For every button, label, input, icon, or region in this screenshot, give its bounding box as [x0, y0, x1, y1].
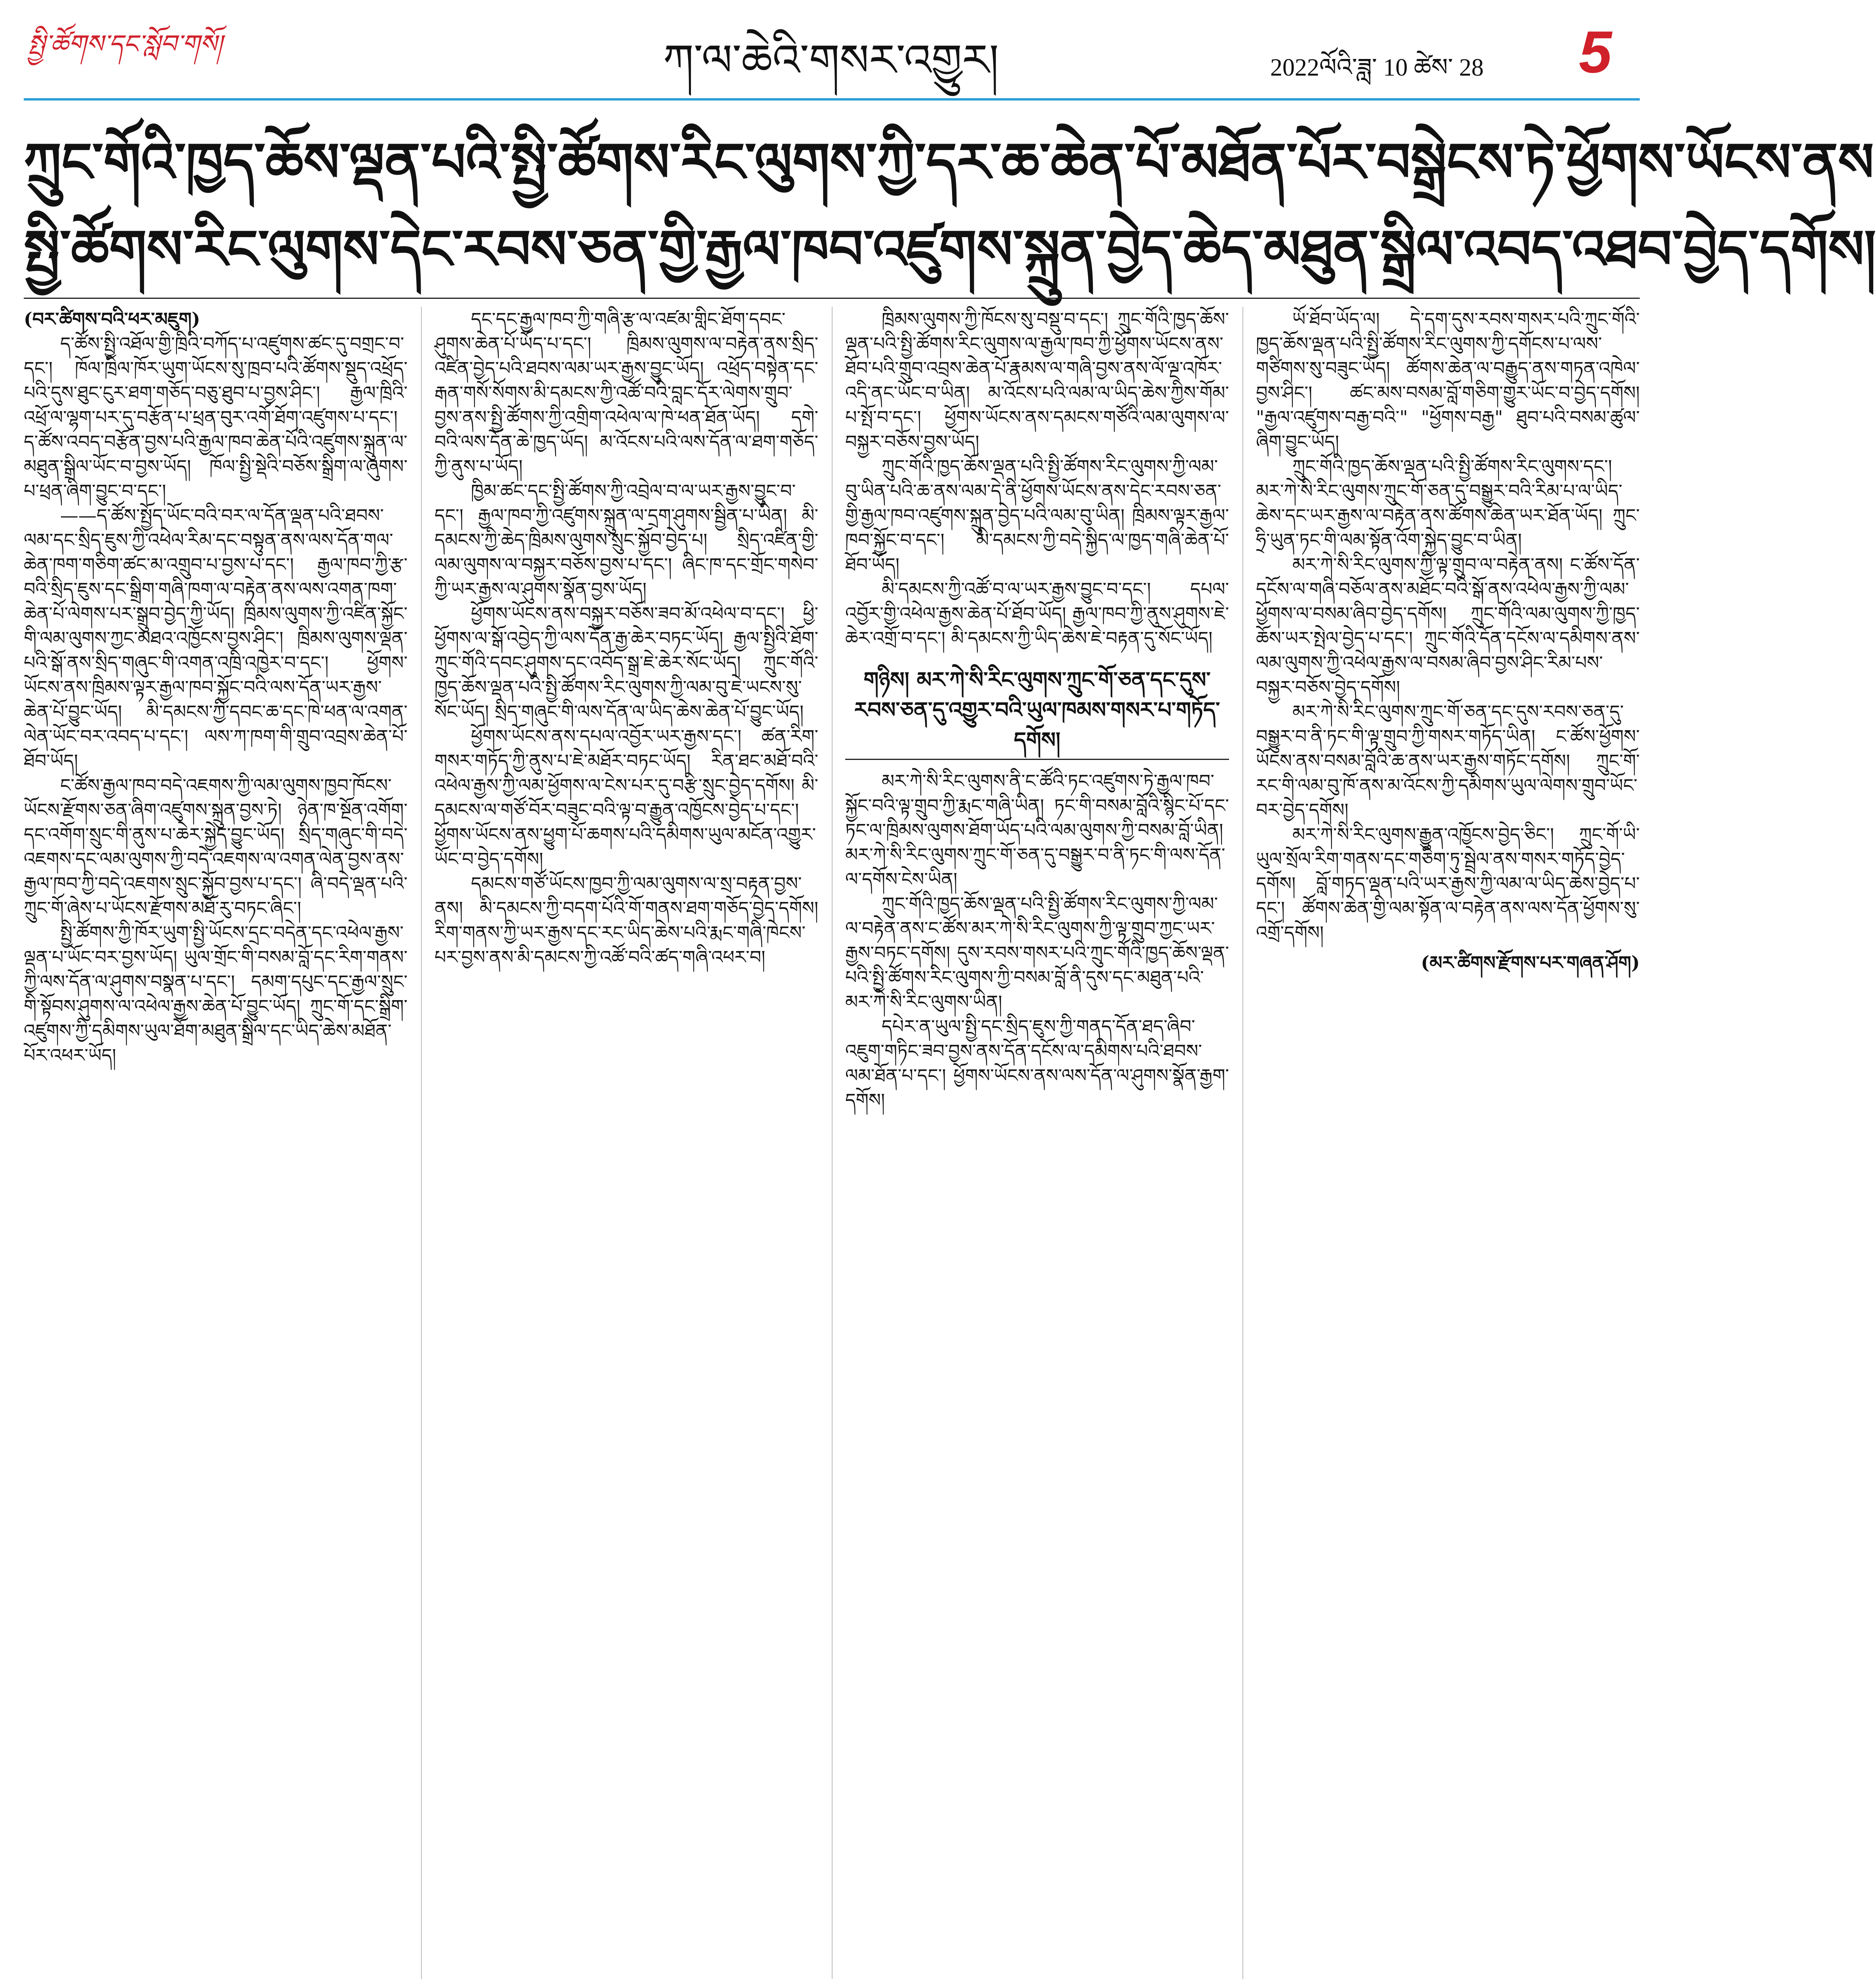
- column-divider: [421, 307, 422, 1979]
- article-signoff: (མར་ཚིགས་རྫོགས་པར་གཞན་ཤོག): [1421, 952, 1640, 973]
- paragraph: ཕྱོགས་ཡོངས་ནས་དཔལ་འབྱོར་ཡར་རྒྱས་དང་། ཚན་རིག་གསར་གཏོད་ཀྱི་ནུས་པ་ཇེ་མཐོར་བཏང་ཡོད། རིན་ཐང་མཐོ་བའི་འཕེལ་རྒྱས་ཀྱི་ལམ་ཕྱོགས་ལ་ངེས་པར་དུ་བརྩི་སྲུང་བྱེད་དགོས། མི་དམངས་ལ་གཙོ་བོར་བཟུང་བའི་ལྟ་བ་རྒྱུན་འཁྱོངས་བྱེད་པ་དང་། ཕྱོགས་ཡོངས་ནས་ཕྱུག་པོ་ཆགས་པའི་དམིགས་ཡུལ་མངོན་འགྱུར་ཡོང་བ་བྱེད་དགོས།: [434, 726, 818, 870]
- paragraph: ཁྲིམས་ལུགས་ཀྱི་ཁོངས་སུ་བསྡུ་བ་དང་། ཀྲུང་གོའི་ཁྱད་ཆོས་ལྡན་པའི་སྤྱི་ཚོགས་རིང་ལུགས་ལ་རྒྱལ་ཁབ་ཀྱི་ཕྱོགས་ཡོངས་ནས་ཐོབ་པའི་གྲུབ་འབྲས་ཆེན་པོ་རྣམས་ལ་གཞི་བྱས་ནས་ལོ་ལྔ་འཁོར་འདི་ནང་ཡོང་བ་ཡིན། མ་འོངས་པའི་ལམ་ལ་ཡིད་ཆེས་ཀྱིས་གོམ་པ་སྤོ་བ་དང་། ཕྱོགས་ཡོངས་ནས་དམངས་གཙོའི་ལམ་ལུགས་ལ་བསྐྱར་བཅོས་བྱས་ཡོད།: [845, 308, 1229, 452]
- section-subheading: གཉིས། མར་ཀེ་སི་རིང་ལུགས་ཀྲུང་གོ་ཅན་དང་དུས་རབས་ཅན་དུ་འགྱུར་བའི་ཡུལ་ཁམས་གསར་པ་གཏོད་དགོས།: [845, 661, 1229, 760]
- section-label: སྤྱི་ཚོགས་དང་སློབ་གསོ།: [28, 30, 222, 59]
- column-4: [1256, 307, 1640, 1979]
- paragraph: མར་ཀེ་སི་རིང་ལུགས་རྒྱུན་འཁྱོངས་བྱེད་ཅིང་། ཀྲུང་གོ་ཡི་ཡུལ་སྲོལ་རིག་གནས་དང་གཅིག་ཏུ་སྦྲེལ་ནས་གསར་གཏོད་བྱེད་དགོས། བློ་གཏད་ལྡན་པའི་ཡར་རྒྱས་ཀྱི་ལམ་ལ་ཡིད་ཆེས་བྱེད་པ་དང་། ཚོགས་ཆེན་གྱི་ལམ་སྟོན་ལ་བརྟེན་ནས་ལས་དོན་ཕྱོགས་སུ་འགྲོ་དགོས།: [1256, 824, 1640, 943]
- column-divider: [1242, 307, 1243, 1979]
- paragraph: ང་ཚོས་རྒྱལ་ཁབ་བདེ་འཇགས་ཀྱི་ལམ་ལུགས་ཁྱབ་ཁོངས་ཡོངས་རྫོགས་ཅན་ཞིག་འཛུགས་སྐྲུན་བྱས་ཏེ། ཉེན་ཁ་སྔོན་འགོག་དང་འགོག་སྲུང་གི་ནུས་པ་ཆེར་སྐྱེད་བྱུང་ཡོད། སྲིད་གཞུང་གི་བདེ་འཇགས་དང་ལམ་ལུགས་ཀྱི་བདེ་འཇགས་ལ་འགན་ལེན་བྱས་ནས་རྒྱལ་ཁབ་ཀྱི་བདེ་འཇགས་སྲུང་སྐྱོབ་བྱས་པ་དང་། ཞི་བདེ་ལྡན་པའི་ཀྲུང་གོ་ཞེས་པ་ཡོངས་རྫོགས་མཐོ་རུ་བཏང་ཞིང་།: [24, 775, 408, 919]
- article-byline: (བར་ཚིགས་བའི་ཕར་མཇུག): [24, 308, 200, 330]
- paragraph: ཁྱིམ་ཚང་དང་སྤྱི་ཚོགས་ཀྱི་འབྲེལ་བ་ལ་ཡར་རྒྱས་བྱུང་བ་དང་། རྒྱལ་ཁབ་ཀྱི་འཛུགས་སྐྲུན་ལ་དྲག་ཤུགས་སྦྱིན་པ་ཡིན། མི་དམངས་ཀྱི་ཆེད་ཁྲིམས་ལུགས་སྲུང་སྐྱོབ་བྱེད་པ། སྲིད་འཛིན་གྱི་ལམ་ལུགས་ལ་བསྐྱར་བཅོས་བྱས་པ་དང་། ཞིང་ཁ་དང་གྲོང་གསེབ་ཀྱི་ཡར་རྒྱས་ལ་ཤུགས་སྣོན་བྱས་ཡོད།: [434, 480, 818, 600]
- newspaper-title: ཀ་ལ་ཆེའི་གསར་འགྱུར།: [663, 35, 999, 85]
- column-2: [434, 307, 818, 1979]
- paragraph: མར་ཀེ་སི་རིང་ལུགས་ཀྲུང་གོ་ཅན་དང་དུས་རབས་ཅན་དུ་བསྒྱུར་བ་ནི་ཏང་གི་ལྟ་གྲུབ་ཀྱི་གསར་གཏོད་ཡིན། ང་ཚོས་ཕྱོགས་ཡོངས་ནས་བསམ་བློའི་ཆ་ནས་ཡར་རྒྱས་གཏོང་དགོས། ཀྲུང་གོ་རང་གི་ལམ་བུ་ཁོ་ནས་མ་འོངས་ཀྱི་དམིགས་ཡུལ་ལེགས་གྲུབ་ཡོང་བར་བྱེད་དགོས།: [1256, 701, 1640, 820]
- paragraph: སྤྱི་ཚོགས་ཀྱི་ཁོར་ཡུག་སྤྱི་ཡོངས་དྲང་བདེན་དང་འཕེལ་རྒྱས་ལྡན་པ་ཡོང་བར་བྱས་ཡོད། ཡུལ་གྲོང་གི་བསམ་བློ་དང་རིག་གནས་ཀྱི་ལས་དོན་ལ་ཤུགས་བསྣན་པ་དང་། དམག་དཔུང་དང་རྒྱལ་སྲུང་གི་སྟོབས་ཤུགས་ལ་འཕེལ་རྒྱས་ཆེན་པོ་བྱུང་ཡོད། ཀྲུང་གོ་དང་སྒྲིག་འཛུགས་ཀྱི་དམིགས་ཡུལ་ཐོག་མཐུན་སྒྲིལ་དང་ཡིད་ཆེས་མཐོན་པོར་འཕར་ཡོད།: [24, 922, 408, 1066]
- paragraph: མི་དམངས་ཀྱི་འཚོ་བ་ལ་ཡར་རྒྱས་བྱུང་བ་དང་། དཔལ་འབྱོར་གྱི་འཕེལ་རྒྱས་ཆེན་པོ་ཐོབ་ཡོད། རྒྱལ་ཁབ་ཀྱི་ནུས་ཤུགས་ཇེ་ཆེར་འགྲོ་བ་དང་། མི་དམངས་ཀྱི་ཡིད་ཆེས་ཇེ་བརྟན་དུ་སོང་ཡོད།: [845, 578, 1229, 649]
- headline-line-2: སྤྱི་ཚོགས་རིང་ལུགས་དེང་རབས་ཅན་གྱི་རྒྱལ་ཁབ་འཛུགས་སྐྲུན་བྱེད་ཆེད་མཐུན་སྒྲིལ་འབད་འཐབ་བྱེད་དགོས།: [24, 218, 1876, 281]
- page-number: 5: [1579, 19, 1612, 85]
- column-divider: [832, 307, 833, 1979]
- paragraph: དཔེར་ན་ཡུལ་སྤྱི་དང་སྲིད་ཇུས་ཀྱི་གནད་དོན་ཐད་ཞིབ་འཇུག་གཏིང་ཟབ་བྱས་ནས་དོན་དངོས་ལ་དམིགས་པའི་ཐབས་ལམ་ཐོན་པ་དང་། ཕྱོགས་ཡོངས་ནས་ལས་དོན་ལ་ཤུགས་སྣོན་རྒྱག་དགོས།: [845, 1016, 1229, 1111]
- paragraph: ——ད་ཚོས་སྤྱོད་ཡོང་བའི་བར་ལ་དོན་ལྡན་པའི་ཐབས་ལམ་དང་སྲིད་ཇུས་ཀྱི་འཕེལ་རིམ་དང་བསྟུན་ནས་ལས་དོན་གལ་ཆེན་ཁག་གཅིག་ཚང་མ་འགྲུབ་པ་བྱས་པ་དང་། རྒྱལ་ཁབ་ཀྱི་རྩ་བའི་སྲིད་ཇུས་དང་སྒྲིག་གཞི་ཁག་ལ་བརྟེན་ནས་ལས་འགན་ཁག་ཆེན་པོ་ལེགས་པར་སྒྲུབ་བྱེད་ཀྱི་ཡོད། ཁྲིམས་ལུགས་ཀྱི་འཛིན་སྐྱོང་གི་ལམ་ལུགས་ཀྱང་མཐའ་འཁྱོངས་བྱས་ཤིང་། ཁྲིམས་ལུགས་ལྡན་པའི་སྒོ་ནས་སྲིད་གཞུང་གི་འགན་འཁྲི་འཁྱེར་བ་དང་། ཕྱོགས་ཡོངས་ནས་ཁྲིམས་ལྟར་རྒྱལ་ཁབ་སྐྱོང་བའི་ལས་དོན་ཡར་རྒྱས་ཆེན་པོ་བྱུང་ཡོད། མི་དམངས་ཀྱི་དབང་ཆ་དང་ཁེ་ཕན་ལ་འགན་ལེན་ཡོང་བར་འབད་པ་དང་། ལས་ཀ་ཁག་གི་གྲུབ་འབྲས་ཆེན་པོ་ཐོབ་ཡོད།: [24, 505, 408, 771]
- article-body: [24, 307, 1640, 1979]
- paragraph: ཕྱོགས་ཡོངས་ནས་བསྐྱར་བཅོས་ཟབ་མོ་འཕེལ་བ་དང་། ཕྱི་ཕྱོགས་ལ་སྒོ་འབྱེད་ཀྱི་ལས་དོན་རྒྱ་ཆེར་བཏང་ཡོད། རྒྱལ་སྤྱིའི་ཐོག་ཀྲུང་གོའི་དབང་ཤུགས་དང་འབོད་སྒྲ་ཇེ་ཆེར་སོང་ཡོད། ཀྲུང་གོའི་ཁྱད་ཆོས་ལྡན་པའི་སྤྱི་ཚོགས་རིང་ལུགས་ཀྱི་ལམ་བུ་ཇེ་ཡངས་སུ་སོང་ཡོད། སྲིད་གཞུང་གི་ལས་དོན་ལ་ཡིད་ཆེས་ཆེན་པོ་བྱུང་ཡོད།: [434, 603, 818, 722]
- paragraph: ད་ཚོས་སྤྱི་འཐོལ་གྱི་ཁྲིའི་བཀོད་པ་འཛུགས་ཚང་དུ་བགྲང་བ་དང་། ཁོལ་ཁྲིལ་ཁོར་ཡུག་ཡོངས་སུ་ཁྲབ་པའི་ཚོགས་སྡུད་འཕྲོད་པའི་དུས་ཐུང་ངུར་ཐག་གཅོད་བཅུ་ཐུབ་པ་བྱས་ཤིང་། རྒྱལ་ཁྲིའི་འཕྲོ་ལ་ལྷག་པར་དུ་བརྩོན་པ་ཕྲན་བུར་འགོ་ཐོག་འཛུགས་པ་དང་། ད་ཚོས་འབད་བརྩོན་བྱས་པའི་རྒྱལ་ཁབ་ཆེན་པོའི་འཛུགས་སྐྲུན་ལ་མཐུན་སྒྲིལ་ཡོང་བ་བྱས་ཡོད། ཁོལ་སྤྱི་སྡེའི་བཅོས་སྒྲིག་ལ་ཞུགས་པ་ཕྲན་ཞིག་བྱུང་བ་དང་།: [24, 333, 408, 501]
- column-3: [845, 307, 1229, 1979]
- masthead: [0, 0, 1664, 99]
- paragraph: ཀྲུང་གོའི་ཁྱད་ཆོས་ལྡན་པའི་སྤྱི་ཚོགས་རིང་ལུགས་ཀྱི་ལམ་ལ་བརྟེན་ནས་ང་ཚོས་མར་ཀེ་སི་རིང་ལུགས་ཀྱི་ལྟ་གྲུབ་ཀྱང་ཡར་རྒྱས་བཏང་དགོས། དུས་རབས་གསར་པའི་ཀྲུང་གོའི་ཁྱད་ཆོས་ལྡན་པའི་སྤྱི་ཚོགས་རིང་ལུགས་ཀྱི་བསམ་བློ་ནི་དུས་དང་མཐུན་པའི་མར་ཀེ་སི་རིང་ལུགས་ཡིན།: [845, 893, 1229, 1012]
- headline-rule: [24, 298, 1640, 299]
- article-headline: [24, 119, 1876, 293]
- headline-line-1: ཀྲུང་གོའི་ཁྱད་ཆོས་ལྡན་པའི་སྤྱི་ཚོགས་རིང་ལུགས་ཀྱི་དར་ཆ་ཆེན་པོ་མཐོན་པོར་བསྒྲེངས་ཏེ་ཕྱོགས་ཡོངས་ནས: [24, 131, 1874, 194]
- paragraph: དང་དང་རྒྱལ་ཁབ་ཀྱི་གཞི་རྩ་ལ་འཛམ་གླིང་ཐོག་དབང་ཤུགས་ཆེན་པོ་ཡོད་པ་དང་། ཁྲིམས་ལུགས་ལ་བརྟེན་ནས་སྲིད་འཛིན་བྱེད་པའི་ཐབས་ལམ་ཡར་རྒྱས་བྱུང་ཡོད། འཕྲོད་བསྟེན་དང་རྒན་གསོ་སོགས་མི་དམངས་ཀྱི་འཚོ་བའི་བླང་དོར་ལེགས་གྲུབ་བྱས་ནས་སྤྱི་ཚོགས་ཀྱི་འགྲིག་འཕེལ་ལ་ཁེ་ཕན་ཐོན་ཡོད། དགེ་བའི་ལས་དོན་ཆེ་ཁྱད་ཡོད། མ་འོངས་པའི་ལས་དོན་ལ་ཐག་གཅོད་ཀྱི་ནུས་པ་ཡོད།: [434, 308, 818, 477]
- column-1: [24, 307, 408, 1979]
- paragraph: ཀྲུང་གོའི་ཁྱད་ཆོས་ལྡན་པའི་སྤྱི་ཚོགས་རིང་ལུགས་དང་། མར་ཀེ་སི་རིང་ལུགས་ཀྲུང་གོ་ཅན་དུ་བསྒྱུར་བའི་རིམ་པ་ལ་ཡིད་ཆེས་དང་ཡར་རྒྱས་ལ་བརྟེན་ནས་ཚོགས་ཆེན་ཡར་ཐོན་ཡོད། ཀྲུང་ཧྲི་ཡུན་ཏང་གི་ལམ་སྟོན་འོག་སྐྱེད་བྱུང་བ་ཡིན།: [1256, 456, 1640, 551]
- paragraph: མར་ཀེ་སི་རིང་ལུགས་ནི་ང་ཚོའི་ཏང་འཛུགས་ཏེ་རྒྱལ་ཁབ་སྐྱོང་བའི་ལྟ་གྲུབ་ཀྱི་རྨང་གཞི་ཡིན། ཏང་གི་བསམ་བློའི་སྙིང་པོ་དང་ཏང་ལ་ཁྲིམས་ལུགས་ཐོག་ཡོད་པའི་ལམ་ལུགས་ཀྱི་བསམ་བློ་ཡིན། མར་ཀེ་སི་རིང་ལུགས་ཀྲུང་གོ་ཅན་དུ་བསྒྱུར་བ་ནི་ཏང་གི་ལས་དོན་ལ་དགོས་ངེས་ཡིན།: [845, 770, 1229, 890]
- paragraph: ཡོ་ཐོབ་ཡོད་ལ། དེ་དག་དུས་རབས་གསར་པའི་ཀྲུང་གོའི་ཁྱད་ཆོས་ལྡན་པའི་སྤྱི་ཚོགས་རིང་ལུགས་ཀྱི་དགོངས་པ་ལས་གཙིགས་སུ་བཟུང་ཡོད། ཚོགས་ཆེན་ལ་བརྒྱུད་ནས་གཏན་འཁེལ་བྱས་ཤིང་། ཚང་མས་བསམ་བློ་གཅིག་གྱུར་ཡོང་བ་བྱེད་དགོས། "རྒྱལ་འཛུགས་བརྒྱ་བའི་" "ཕྱོགས་བརྒྱ" ཐུབ་པའི་བསམ་ཚུལ་ཞིག་བྱུང་ཡོད།: [1256, 308, 1640, 452]
- issue-date-year: 2022: [1270, 54, 1319, 81]
- paragraph: མར་ཀེ་སི་རིང་ལུགས་ཀྱི་ལྟ་གྲུབ་ལ་བརྟེན་ནས། ང་ཚོས་དོན་དངོས་ལ་གཞི་བཅོལ་ནས་མཐོང་བའི་སྒོ་ནས་འཕེལ་རྒྱས་ཀྱི་ལམ་ཕྱོགས་ལ་བསམ་ཞིབ་བྱེད་དགོས། ཀྲུང་གོའི་ལམ་ལུགས་ཀྱི་ཁྱད་ཆོས་ཡར་སྤེལ་བྱེད་པ་དང་། ཀྲུང་གོའི་དོན་དངོས་ལ་དམིགས་ནས་ལམ་ལུགས་ཀྱི་འཕེལ་རྒྱས་ལ་བསམ་ཞིབ་བྱས་ཤིང་རིམ་པས་བསྐྱར་བཅོས་བྱེད་དགོས།: [1256, 554, 1640, 698]
- paragraph: དམངས་གཙོ་ཡོངས་ཁྱབ་ཀྱི་ལམ་ལུགས་ལ་སྲ་བརྟན་བྱས་ནས། མི་དམངས་ཀྱི་བདག་པོའི་གོ་གནས་ཐག་གཅོད་བྱེད་དགོས། རིག་གནས་ཀྱི་ཡར་རྒྱས་དང་རང་ཡིད་ཆེས་པའི་རྨང་གཞི་ཁེངས་པར་བྱས་ནས་མི་དམངས་ཀྱི་འཚོ་བའི་ཚད་གཞི་འཕར་བ།: [434, 873, 818, 968]
- masthead-rule: [24, 98, 1640, 101]
- issue-date-text: ལོའི་ཟླ་ 10 ཚེས་ 28: [1319, 54, 1484, 81]
- paragraph: ཀྲུང་གོའི་ཁྱད་ཆོས་ལྡན་པའི་སྤྱི་ཚོགས་རིང་ལུགས་ཀྱི་ལམ་བུ་ཡིན་པའི་ཆ་ནས་ལམ་དེ་ནི་ཕྱོགས་ཡོངས་ནས་དེང་རབས་ཅན་གྱི་རྒྱལ་ཁབ་འཛུགས་སྐྲུན་བྱེད་པའི་ལམ་བུ་ཡིན། ཁྲིམས་ལྟར་རྒྱལ་ཁབ་སྐྱོང་བ་དང་། མི་དམངས་ཀྱི་བདེ་སྐྱིད་ལ་ཁྱད་གཞི་ཆེན་པོ་ཐོབ་ཡོད།: [845, 456, 1229, 575]
